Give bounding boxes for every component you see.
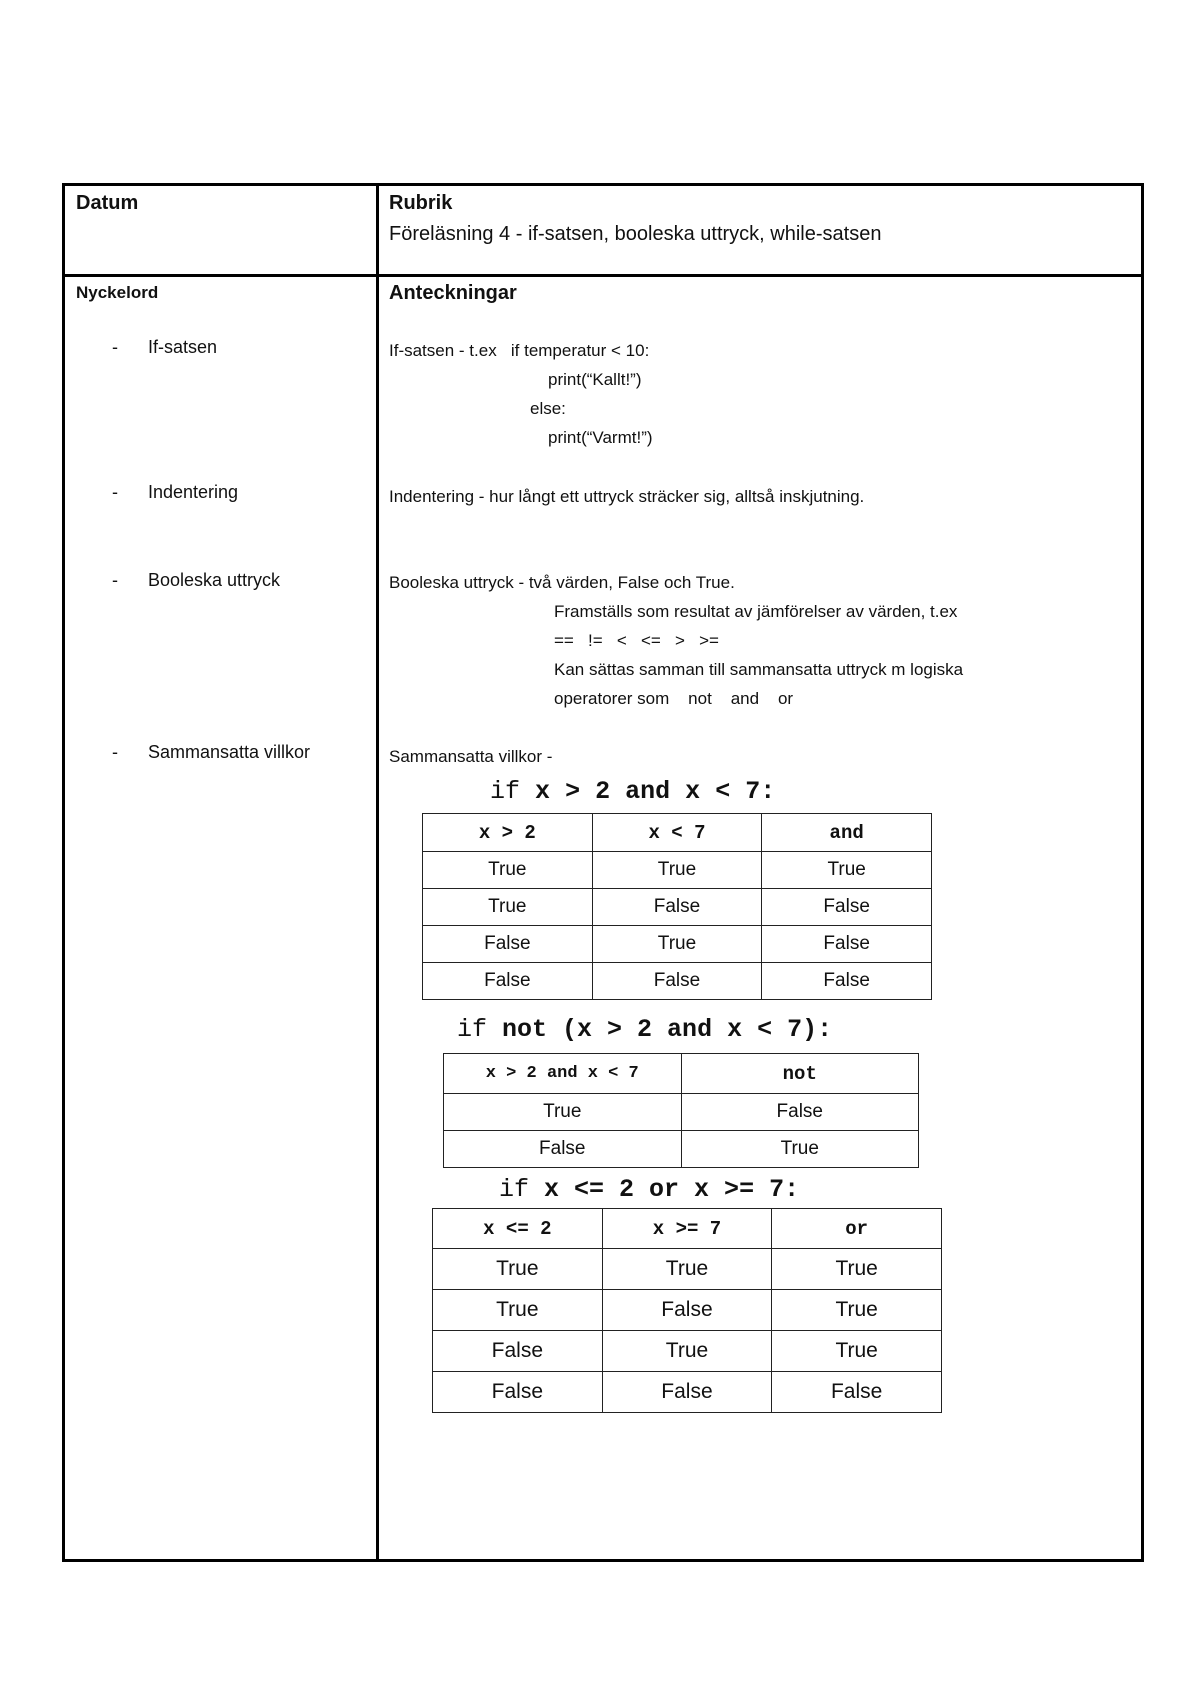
indentering-note: Indentering - hur långt ett uttryck sträcker sig, alltså inskjutning. xyxy=(389,487,865,506)
table-cell: True xyxy=(592,852,762,889)
keyword-indentering: Indentering xyxy=(148,482,239,502)
table-cell: False xyxy=(772,1372,942,1413)
table-cell: False xyxy=(602,1372,772,1413)
not-condition: if not (x > 2 and x < 7): xyxy=(457,1015,833,1044)
table-cell: False xyxy=(592,963,762,1000)
table-cell: True xyxy=(602,1249,772,1290)
table-cell: True xyxy=(772,1290,942,1331)
notes-label: Anteckningar xyxy=(389,282,517,304)
bool-line-2: Framställs som resultat av jämförelser av värden, t.ex xyxy=(554,602,958,621)
table-cell: False xyxy=(433,1331,603,1372)
if-example-line-4: print(“Varmt!”) xyxy=(548,428,653,447)
table-cell: False xyxy=(433,1372,603,1413)
bool-line-4: Kan sättas samman till sammansatta uttryck m logiska xyxy=(554,660,964,679)
table-cell: True xyxy=(423,889,593,926)
date-label: Datum xyxy=(76,192,139,214)
table-cell: True xyxy=(592,926,762,963)
keyword-sammansatta-villkor: Sammansatta villkor xyxy=(148,742,311,762)
if-example-line-1: If-satsen - t.ex if temperatur < 10: xyxy=(389,341,650,360)
keyword-bullet: - xyxy=(112,570,118,590)
bool-line-1: Booleska uttryck - två värden, False och True. xyxy=(389,573,735,592)
table-cell: True xyxy=(433,1249,603,1290)
header-divider xyxy=(65,274,1141,277)
table-header: and xyxy=(762,814,932,852)
or-condition: if x <= 2 or x >= 7: xyxy=(499,1175,800,1204)
keywords-label: Nyckelord xyxy=(76,283,159,302)
table-cell: True xyxy=(681,1131,919,1168)
not-truth-table xyxy=(443,1053,919,1168)
keyword-bullet: - xyxy=(112,482,118,502)
table-header: x > 2 xyxy=(423,814,593,852)
table-cell: False xyxy=(592,889,762,926)
table-header: x > 2 and x < 7 xyxy=(444,1054,682,1094)
table-cell: False xyxy=(423,926,593,963)
table-cell: True xyxy=(433,1290,603,1331)
table-cell: False xyxy=(602,1290,772,1331)
column-divider xyxy=(376,186,379,1559)
keyword-bullet: - xyxy=(112,337,118,357)
keyword-if-satsen: If-satsen xyxy=(148,337,218,357)
bool-line-3: == != < <= > >= xyxy=(554,631,719,650)
keyword-booleska-uttryck: Booleska uttryck xyxy=(148,570,281,590)
table-cell: True xyxy=(772,1249,942,1290)
table-cell: False xyxy=(444,1131,682,1168)
table-header: x < 7 xyxy=(592,814,762,852)
or-truth-table xyxy=(432,1208,942,1413)
table-cell: True xyxy=(444,1094,682,1131)
table-cell: True xyxy=(762,852,932,889)
if-example-line-2: print(“Kallt!”) xyxy=(548,370,642,389)
and-truth-table xyxy=(422,813,932,1000)
and-condition: if x > 2 and x < 7: xyxy=(490,777,776,806)
lecture-title: Föreläsning 4 - if-satsen, booleska uttryck, while-satsen xyxy=(389,223,882,245)
table-cell: False xyxy=(762,963,932,1000)
bool-line-5: operatorer som not and or xyxy=(554,689,794,708)
table-cell: False xyxy=(681,1094,919,1131)
title-label: Rubrik xyxy=(389,192,453,214)
table-cell: True xyxy=(772,1331,942,1372)
table-header: x >= 7 xyxy=(602,1209,772,1249)
table-cell: True xyxy=(423,852,593,889)
if-example-line-3: else: xyxy=(530,399,566,418)
table-cell: False xyxy=(762,926,932,963)
compound-label: Sammansatta villkor - xyxy=(389,747,553,766)
table-cell: False xyxy=(423,963,593,1000)
table-cell: True xyxy=(602,1331,772,1372)
table-header: or xyxy=(772,1209,942,1249)
table-header: x <= 2 xyxy=(433,1209,603,1249)
keyword-bullet: - xyxy=(112,742,118,762)
table-header: not xyxy=(681,1054,919,1094)
table-cell: False xyxy=(762,889,932,926)
